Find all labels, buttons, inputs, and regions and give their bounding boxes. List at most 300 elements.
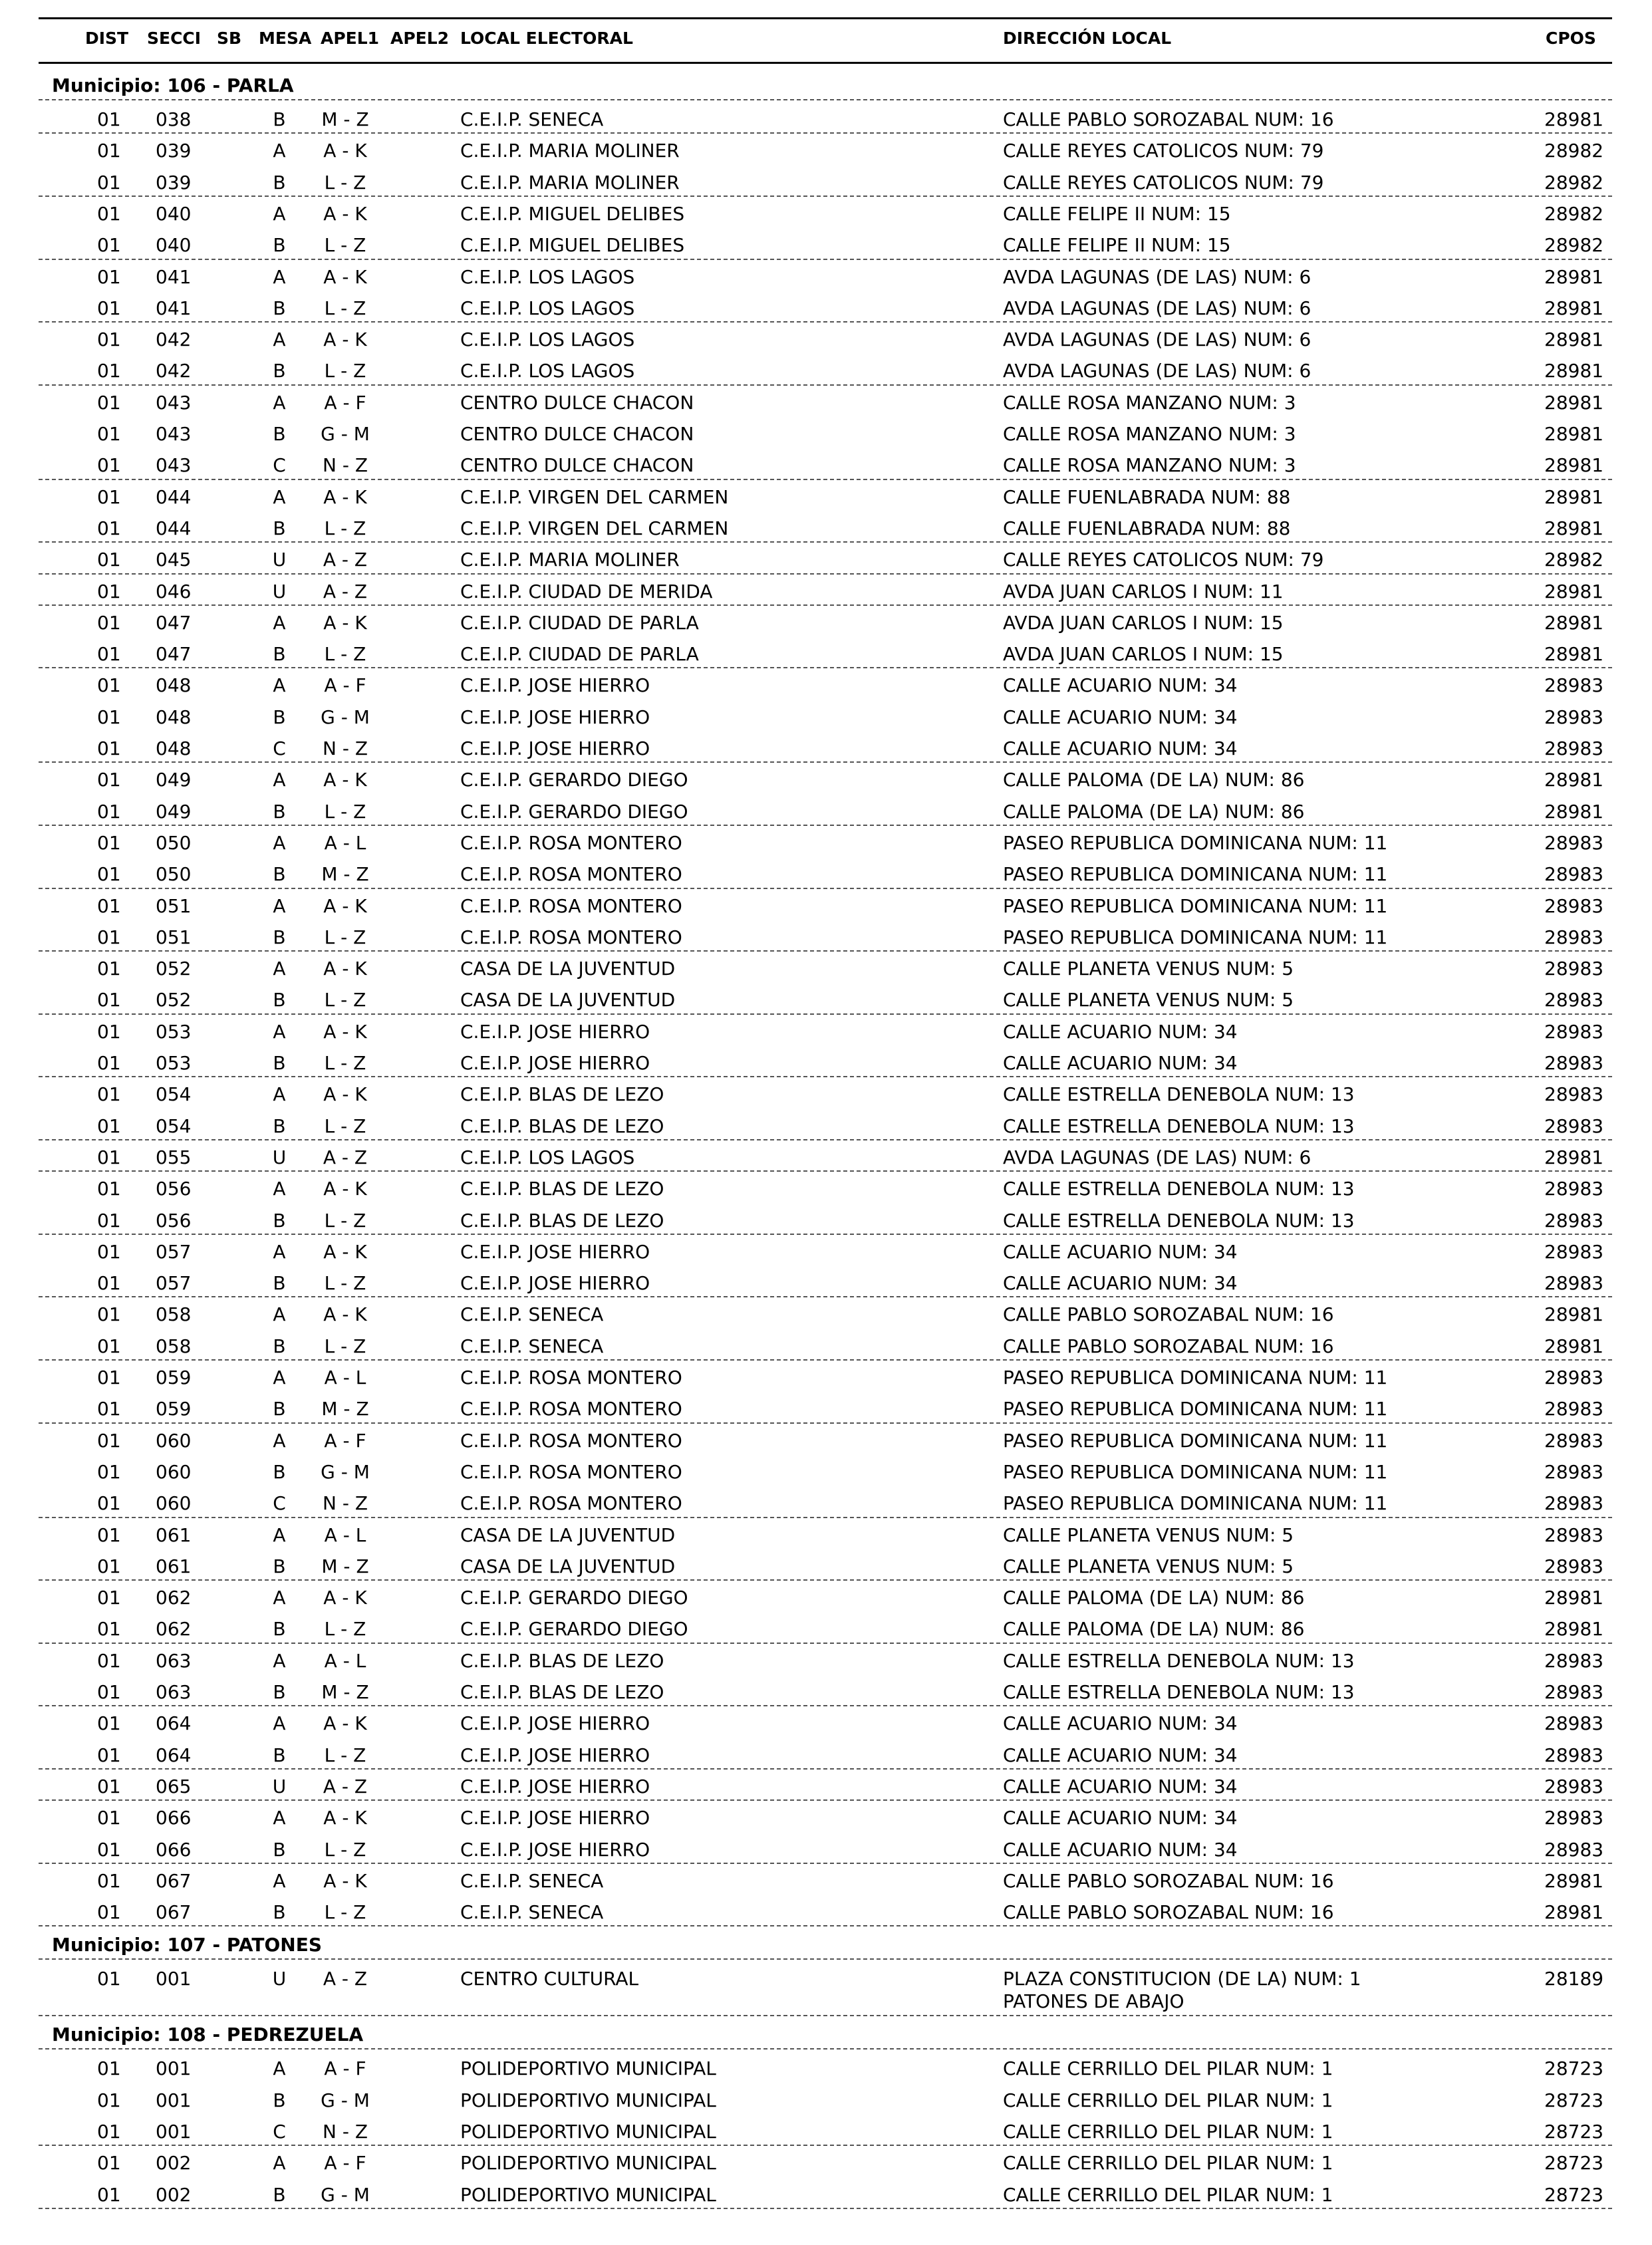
secci-cell: 039 — [156, 171, 192, 194]
mesa-cell: C — [273, 1492, 286, 1515]
address-cell: CALLE PALOMA (DE LA) NUM: 86 — [1003, 800, 1305, 823]
secci-cell: 059 — [156, 1367, 192, 1388]
address-cell: CALLE CERRILLO DEL PILAR NUM: 1 — [1003, 2057, 1333, 2080]
dist-cell: 01 — [97, 1178, 121, 1200]
table-row — [0, 136, 1652, 167]
secci-cell: 067 — [156, 1869, 192, 1892]
secci-cell: 047 — [156, 643, 192, 666]
apel-cell: A - Z — [323, 1968, 368, 1990]
table-row — [0, 2085, 1652, 2117]
address-cell: CALLE PABLO SOROZABAL NUM: 16 — [1003, 1869, 1334, 1892]
dist-cell: 01 — [97, 171, 121, 194]
secci-cell: 055 — [156, 1146, 192, 1168]
apel-cell: L - Z — [324, 360, 366, 382]
table-row — [0, 1206, 1652, 1237]
dist-cell: 01 — [97, 1367, 121, 1388]
address-cell: CALLE PABLO SOROZABAL NUM: 16 — [1003, 1901, 1334, 1924]
apel-cell: A - K — [323, 140, 367, 162]
local-cell: C.E.I.P. LOS LAGOS — [460, 297, 635, 319]
table-row — [0, 1363, 1652, 1394]
dist-cell: 01 — [97, 2183, 121, 2206]
dist-cell: 01 — [97, 1901, 121, 1924]
secci-cell: 051 — [156, 926, 192, 948]
row-separator — [39, 1359, 1612, 1361]
local-cell: C.E.I.P. ROSA MONTERO — [460, 863, 682, 886]
header-bottom-rule — [39, 62, 1612, 64]
table-row — [0, 797, 1652, 828]
dist-cell: 01 — [97, 1555, 121, 1577]
address-cell: AVDA JUAN CARLOS I NUM: 11 — [1003, 580, 1284, 602]
table-row — [0, 199, 1652, 230]
row-separator — [39, 2048, 1612, 2049]
local-cell: C.E.I.P. ROSA MONTERO — [460, 1429, 682, 1452]
address-cell: CALLE FUENLABRADA NUM: 88 — [1003, 517, 1291, 539]
local-cell: C.E.I.P. SENECA — [460, 1335, 604, 1357]
cpos-cell: 28981 — [1544, 1901, 1604, 1924]
mesa-cell: B — [273, 1209, 286, 1232]
mesa-cell: B — [273, 989, 286, 1011]
apel-cell: G - M — [321, 423, 370, 445]
secci-cell: 050 — [156, 863, 192, 886]
mesa-cell: A — [273, 202, 286, 225]
cpos-cell: 28981 — [1544, 800, 1604, 823]
address-cell: CALLE PABLO SOROZABAL NUM: 16 — [1003, 108, 1334, 130]
secci-cell: 001 — [156, 2057, 192, 2080]
apel-cell: A - K — [323, 265, 367, 288]
table-row — [0, 670, 1652, 702]
local-cell: C.E.I.P. BLAS DE LEZO — [460, 1209, 664, 1232]
mesa-cell: A — [273, 831, 286, 854]
cpos-cell: 28981 — [1544, 611, 1604, 634]
dist-cell: 01 — [97, 1618, 121, 1641]
mesa-cell: A — [273, 1178, 286, 1200]
cpos-cell: 28983 — [1544, 894, 1604, 917]
dist-cell: 01 — [97, 674, 121, 697]
secci-cell: 062 — [156, 1587, 192, 1609]
local-cell: C.E.I.P. JOSE HIERRO — [460, 674, 650, 697]
dist-cell: 01 — [97, 1272, 121, 1295]
table-row — [0, 1803, 1652, 1834]
row-separator — [39, 196, 1612, 197]
dist-cell: 01 — [97, 1587, 121, 1609]
table-row — [0, 1614, 1652, 1645]
local-cell: C.E.I.P. JOSE HIERRO — [460, 737, 650, 759]
dist-cell: 01 — [97, 1775, 121, 1797]
cpos-cell: 28983 — [1544, 1398, 1604, 1420]
secci-cell: 061 — [156, 1555, 192, 1577]
mesa-cell: A — [273, 2152, 286, 2175]
address-cell: CALLE ACUARIO NUM: 34 — [1003, 1712, 1238, 1735]
local-cell: POLIDEPORTIVO MUNICIPAL — [460, 2121, 716, 2143]
local-cell: C.E.I.P. ROSA MONTERO — [460, 926, 682, 948]
address-cell: CALLE PLANETA VENUS NUM: 5 — [1003, 989, 1294, 1011]
cpos-cell: 28981 — [1544, 391, 1604, 414]
secci-cell: 060 — [156, 1492, 192, 1515]
table-row — [0, 1237, 1652, 1268]
secci-cell: 063 — [156, 1649, 192, 1672]
cpos-cell: 28983 — [1544, 1744, 1604, 1766]
dist-cell: 01 — [97, 202, 121, 225]
mesa-cell: A — [273, 1429, 286, 1452]
dist-cell: 01 — [97, 1681, 121, 1703]
mesa-cell: A — [273, 769, 286, 791]
mesa-cell: A — [273, 1303, 286, 1326]
address-cell: PLAZA CONSTITUCION (DE LA) NUM: 1 — [1003, 1968, 1361, 1990]
cpos-cell: 28983 — [1544, 1209, 1604, 1232]
row-separator — [39, 1768, 1612, 1770]
table-row — [0, 388, 1652, 419]
local-cell: C.E.I.P. MIGUEL DELIBES — [460, 202, 685, 225]
cpos-cell: 28981 — [1544, 423, 1604, 445]
cpos-cell: 28983 — [1544, 1272, 1604, 1295]
row-separator — [39, 1579, 1612, 1581]
column-header-mesa: MESA — [259, 29, 312, 48]
cpos-cell: 28723 — [1544, 2183, 1604, 2206]
cpos-cell: 28723 — [1544, 2121, 1604, 2143]
mesa-cell: A — [273, 1367, 286, 1388]
dist-cell: 01 — [97, 2152, 121, 2175]
apel-cell: A - K — [323, 1020, 367, 1043]
dist-cell: 01 — [97, 1303, 121, 1326]
cpos-cell: 28981 — [1544, 329, 1604, 351]
cpos-cell: 28983 — [1544, 1460, 1604, 1483]
row-separator — [39, 950, 1612, 952]
apel-cell: L - Z — [324, 517, 366, 539]
row-separator — [39, 1296, 1612, 1297]
apel-cell: A - F — [324, 674, 366, 697]
apel-cell: A - K — [323, 485, 367, 508]
dist-cell: 01 — [97, 391, 121, 414]
dist-cell: 01 — [97, 1146, 121, 1168]
table-row — [0, 2148, 1652, 2179]
local-cell: C.E.I.P. JOSE HIERRO — [460, 1838, 650, 1861]
local-cell: C.E.I.P. GERARDO DIEGO — [460, 800, 688, 823]
mesa-cell: A — [273, 1240, 286, 1263]
mesa-cell: B — [273, 1681, 286, 1703]
address-cell: CALLE ESTRELLA DENEBOLA NUM: 13 — [1003, 1083, 1355, 1106]
row-separator — [39, 1013, 1612, 1015]
apel-cell: A - K — [323, 1240, 367, 1263]
dist-cell: 01 — [97, 1052, 121, 1074]
apel-cell: A - L — [324, 831, 366, 854]
table-row — [0, 1964, 1652, 2018]
mesa-cell: A — [273, 1083, 286, 1106]
dist-cell: 01 — [97, 1020, 121, 1043]
secci-cell: 052 — [156, 989, 192, 1011]
table-row — [0, 1866, 1652, 1897]
table-row — [0, 859, 1652, 890]
municipality-heading: Municipio: 108 - PEDREZUELA — [52, 2024, 364, 2046]
mesa-cell: A — [273, 485, 286, 508]
apel-cell: A - Z — [323, 549, 368, 571]
table-row — [0, 1394, 1652, 1425]
table-row — [0, 702, 1652, 733]
mesa-cell: B — [273, 517, 286, 539]
cpos-cell: 28983 — [1544, 831, 1604, 854]
cpos-cell: 28723 — [1544, 2089, 1604, 2111]
address-cell: CALLE ESTRELLA DENEBOLA NUM: 13 — [1003, 1115, 1355, 1137]
secci-cell: 042 — [156, 360, 192, 382]
mesa-cell: A — [273, 391, 286, 414]
secci-cell: 053 — [156, 1052, 192, 1074]
local-cell: POLIDEPORTIVO MUNICIPAL — [460, 2152, 716, 2175]
apel-cell: L - Z — [324, 1115, 366, 1137]
row-separator — [39, 259, 1612, 260]
dist-cell: 01 — [97, 1712, 121, 1735]
cpos-cell: 28983 — [1544, 706, 1604, 728]
table-row — [0, 545, 1652, 576]
mesa-cell: B — [273, 1335, 286, 1357]
mesa-cell: B — [273, 1398, 286, 1420]
mesa-cell: B — [273, 234, 286, 257]
mesa-cell: A — [273, 894, 286, 917]
mesa-cell: B — [273, 2089, 286, 2111]
cpos-cell: 28981 — [1544, 1587, 1604, 1609]
address-cell: CALLE PABLO SOROZABAL NUM: 16 — [1003, 1303, 1334, 1326]
local-cell: C.E.I.P. MARIA MOLINER — [460, 171, 680, 194]
table-row — [0, 1111, 1652, 1142]
row-separator — [39, 1234, 1612, 1235]
apel-cell: A - F — [324, 391, 366, 414]
secci-cell: 040 — [156, 234, 192, 257]
dist-cell: 01 — [97, 643, 121, 666]
table-row — [0, 2117, 1652, 2148]
secci-cell: 057 — [156, 1240, 192, 1263]
secci-cell: 064 — [156, 1744, 192, 1766]
cpos-cell: 28723 — [1544, 2152, 1604, 2175]
table-row — [0, 1142, 1652, 1174]
dist-cell: 01 — [97, 1807, 121, 1829]
dist-cell: 01 — [97, 2121, 121, 2143]
apel-cell: A - K — [323, 202, 367, 225]
mesa-cell: A — [273, 611, 286, 634]
mesa-cell: B — [273, 800, 286, 823]
apel-cell: L - Z — [324, 1901, 366, 1924]
dist-cell: 01 — [97, 1335, 121, 1357]
dist-cell: 01 — [97, 360, 121, 382]
address-cell: CALLE PLANETA VENUS NUM: 5 — [1003, 958, 1294, 980]
address-cell: PASEO REPUBLICA DOMINICANA NUM: 11 — [1003, 831, 1388, 854]
apel-cell: L - Z — [324, 1618, 366, 1641]
address-cell: AVDA LAGUNAS (DE LAS) NUM: 6 — [1003, 297, 1311, 319]
address-cell: CALLE ESTRELLA DENEBOLA NUM: 13 — [1003, 1681, 1355, 1703]
apel-cell: M - Z — [321, 863, 369, 886]
address-cell: CALLE REYES CATOLICOS NUM: 79 — [1003, 549, 1324, 571]
secci-cell: 047 — [156, 611, 192, 634]
cpos-cell: 28983 — [1544, 1429, 1604, 1452]
local-cell: C.E.I.P. JOSE HIERRO — [460, 1712, 650, 1735]
secci-cell: 058 — [156, 1335, 192, 1357]
secci-cell: 046 — [156, 580, 192, 602]
dist-cell: 01 — [97, 549, 121, 571]
address-cell: AVDA LAGUNAS (DE LAS) NUM: 6 — [1003, 265, 1311, 288]
address-cell: CALLE ESTRELLA DENEBOLA NUM: 13 — [1003, 1209, 1355, 1232]
apel-cell: L - Z — [324, 1838, 366, 1861]
local-cell: CASA DE LA JUVENTUD — [460, 958, 676, 980]
mesa-cell: A — [273, 329, 286, 351]
secci-cell: 060 — [156, 1460, 192, 1483]
local-cell: C.E.I.P. ROSA MONTERO — [460, 1398, 682, 1420]
table-row — [0, 1457, 1652, 1488]
mesa-cell: A — [273, 140, 286, 162]
secci-cell: 061 — [156, 1523, 192, 1546]
mesa-cell: A — [273, 1649, 286, 1672]
cpos-cell: 28983 — [1544, 958, 1604, 980]
dist-cell: 01 — [97, 800, 121, 823]
cpos-cell: 28723 — [1544, 2057, 1604, 2080]
cpos-cell: 28983 — [1544, 1492, 1604, 1515]
address-cell: CALLE ACUARIO NUM: 34 — [1003, 1807, 1238, 1829]
secci-cell: 058 — [156, 1303, 192, 1326]
apel-cell: A - K — [323, 1587, 367, 1609]
cpos-cell: 28983 — [1544, 1083, 1604, 1106]
secci-cell: 038 — [156, 108, 192, 130]
table-row — [0, 1646, 1652, 1677]
row-separator — [39, 1422, 1612, 1424]
row-separator — [39, 1643, 1612, 1644]
local-cell: C.E.I.P. BLAS DE LEZO — [460, 1083, 664, 1106]
secci-cell: 049 — [156, 769, 192, 791]
address-cell: PASEO REPUBLICA DOMINICANA NUM: 11 — [1003, 1367, 1388, 1388]
mesa-cell: B — [273, 1901, 286, 1924]
local-cell: POLIDEPORTIVO MUNICIPAL — [460, 2089, 716, 2111]
mesa-cell: B — [273, 1272, 286, 1295]
secci-cell: 044 — [156, 517, 192, 539]
local-cell: C.E.I.P. JOSE HIERRO — [460, 1240, 650, 1263]
table-row — [0, 891, 1652, 922]
address-cell: CALLE ACUARIO NUM: 34 — [1003, 1052, 1238, 1074]
row-separator — [39, 573, 1612, 575]
secci-cell: 039 — [156, 140, 192, 162]
cpos-cell: 28981 — [1544, 769, 1604, 791]
cpos-cell: 28982 — [1544, 234, 1604, 257]
apel-cell: A - F — [324, 2152, 366, 2175]
mesa-cell: U — [272, 580, 287, 602]
address-cell: CALLE ACUARIO NUM: 34 — [1003, 674, 1238, 697]
cpos-cell: 28982 — [1544, 202, 1604, 225]
table-row — [0, 419, 1652, 450]
municipality-heading: Municipio: 106 - PARLA — [52, 74, 294, 96]
mesa-cell: B — [273, 1838, 286, 1861]
table-row — [0, 765, 1652, 796]
secci-cell: 043 — [156, 423, 192, 445]
table-row — [0, 1583, 1652, 1614]
apel-cell: A - K — [323, 1303, 367, 1326]
apel-cell: A - F — [324, 2057, 366, 2080]
cpos-cell: 28981 — [1544, 1335, 1604, 1357]
mesa-cell: B — [273, 1618, 286, 1641]
mesa-cell: U — [272, 1775, 287, 1797]
table-row — [0, 230, 1652, 261]
local-cell: C.E.I.P. SENECA — [460, 108, 604, 130]
dist-cell: 01 — [97, 1460, 121, 1483]
apel-cell: A - K — [323, 769, 367, 791]
cpos-cell: 28983 — [1544, 1649, 1604, 1672]
apel-cell: A - L — [324, 1649, 366, 1672]
cpos-cell: 28983 — [1544, 1555, 1604, 1577]
secci-cell: 041 — [156, 297, 192, 319]
mesa-cell: U — [272, 1968, 287, 1990]
address-cell: PASEO REPUBLICA DOMINICANA NUM: 11 — [1003, 863, 1388, 886]
local-cell: C.E.I.P. CIUDAD DE PARLA — [460, 611, 699, 634]
table-row — [0, 954, 1652, 985]
dist-cell: 01 — [97, 863, 121, 886]
mesa-cell: B — [273, 2183, 286, 2206]
cpos-cell: 28983 — [1544, 1240, 1604, 1263]
local-cell: C.E.I.P. ROSA MONTERO — [460, 894, 682, 917]
cpos-cell: 28983 — [1544, 1367, 1604, 1388]
mesa-cell: A — [273, 1587, 286, 1609]
cpos-cell: 28983 — [1544, 1052, 1604, 1074]
local-cell: C.E.I.P. JOSE HIERRO — [460, 1272, 650, 1295]
local-cell: C.E.I.P. LOS LAGOS — [460, 265, 635, 288]
address-cell: CALLE CERRILLO DEL PILAR NUM: 1 — [1003, 2183, 1333, 2206]
cpos-cell: 28983 — [1544, 737, 1604, 759]
mesa-cell: C — [273, 2121, 286, 2143]
apel-cell: L - Z — [324, 1335, 366, 1357]
apel-cell: L - Z — [324, 297, 366, 319]
secci-cell: 001 — [156, 2121, 192, 2143]
mesa-cell: C — [273, 454, 286, 477]
secci-cell: 002 — [156, 2183, 192, 2206]
dist-cell: 01 — [97, 611, 121, 634]
mesa-cell: C — [273, 737, 286, 759]
local-cell: CENTRO DULCE CHACON — [460, 423, 694, 445]
apel-cell: G - M — [321, 2089, 370, 2111]
local-cell: C.E.I.P. CIUDAD DE PARLA — [460, 643, 699, 666]
address-cell: CALLE PLANETA VENUS NUM: 5 — [1003, 1523, 1294, 1546]
address-cell: CALLE ACUARIO NUM: 34 — [1003, 1838, 1238, 1861]
row-separator — [39, 384, 1612, 386]
secci-cell: 001 — [156, 2089, 192, 2111]
address-cell: CALLE FELIPE II NUM: 15 — [1003, 234, 1231, 257]
local-cell: C.E.I.P. LOS LAGOS — [460, 329, 635, 351]
dist-cell: 01 — [97, 423, 121, 445]
address-cell: AVDA LAGUNAS (DE LAS) NUM: 6 — [1003, 329, 1311, 351]
local-cell: C.E.I.P. SENECA — [460, 1901, 604, 1924]
table-row — [0, 1740, 1652, 1772]
table-row — [0, 1677, 1652, 1708]
row-separator — [39, 1705, 1612, 1706]
column-header-cpos: CPOS — [1546, 29, 1596, 48]
address-cell: CALLE ACUARIO NUM: 34 — [1003, 706, 1238, 728]
column-header-apel2: APEL2 — [390, 29, 450, 48]
mesa-cell: B — [273, 643, 286, 666]
row-separator — [39, 1925, 1612, 1926]
apel-cell: L - Z — [324, 989, 366, 1011]
dist-cell: 01 — [97, 1869, 121, 1892]
row-separator — [39, 1517, 1612, 1518]
apel-cell: L - Z — [324, 171, 366, 194]
mesa-cell: A — [273, 1869, 286, 1892]
apel-cell: A - K — [323, 1178, 367, 1200]
dist-cell: 01 — [97, 1838, 121, 1861]
apel-cell: A - K — [323, 329, 367, 351]
apel-cell: A - F — [324, 1429, 366, 1452]
secci-cell: 065 — [156, 1775, 192, 1797]
secci-cell: 044 — [156, 485, 192, 508]
apel-cell: A - Z — [323, 1146, 368, 1168]
apel-cell: L - Z — [324, 234, 366, 257]
local-cell: CASA DE LA JUVENTUD — [460, 1555, 676, 1577]
dist-cell: 01 — [97, 958, 121, 980]
secci-cell: 054 — [156, 1083, 192, 1106]
mesa-cell: B — [273, 171, 286, 194]
table-row — [0, 2053, 1652, 2085]
dist-cell: 01 — [97, 1240, 121, 1263]
local-cell: CENTRO DULCE CHACON — [460, 391, 694, 414]
local-cell: C.E.I.P. VIRGEN DEL CARMEN — [460, 485, 729, 508]
